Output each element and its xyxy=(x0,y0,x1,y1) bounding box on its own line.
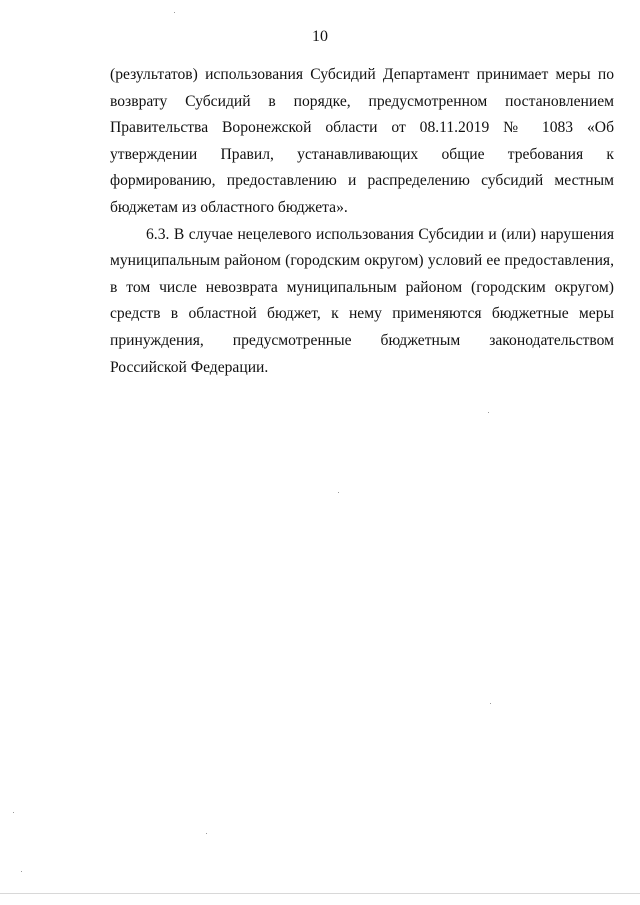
page-number: 10 xyxy=(312,28,328,45)
scan-speck xyxy=(488,412,489,413)
scan-speck xyxy=(174,12,175,13)
paragraph-continuation: (результатов) использования Субсидий Департамент принимает меры по возврату Субсидий в порядке, предусмотренном постановлением Правительства Воронежской области от 08.11.2019 № 1083 «Об утверждении Правил, устанавливающих общие требования к формированию, предоставлению и распределению субсидий местным бюджетам из областного бюджета». xyxy=(110,66,614,216)
paragraph-6-3: 6.3. В случае нецелевого использования Субсидии и (или) нарушения муниципальным районом (городским округом) условий ее предоставления, в том числе невозврата муниципальным районом (городским округом) средств в областной бюджет, к нему применяются бюджетные меры принуждения, предусмотренные бюджетным законодательством Российской Федерации. xyxy=(110,225,614,376)
document-body xyxy=(110,62,614,381)
scan-speck xyxy=(13,812,14,813)
scan-edge-line xyxy=(0,893,640,894)
scan-speck xyxy=(490,703,491,704)
scan-speck xyxy=(338,492,339,493)
scan-speck xyxy=(21,871,22,872)
scan-speck xyxy=(206,833,207,834)
